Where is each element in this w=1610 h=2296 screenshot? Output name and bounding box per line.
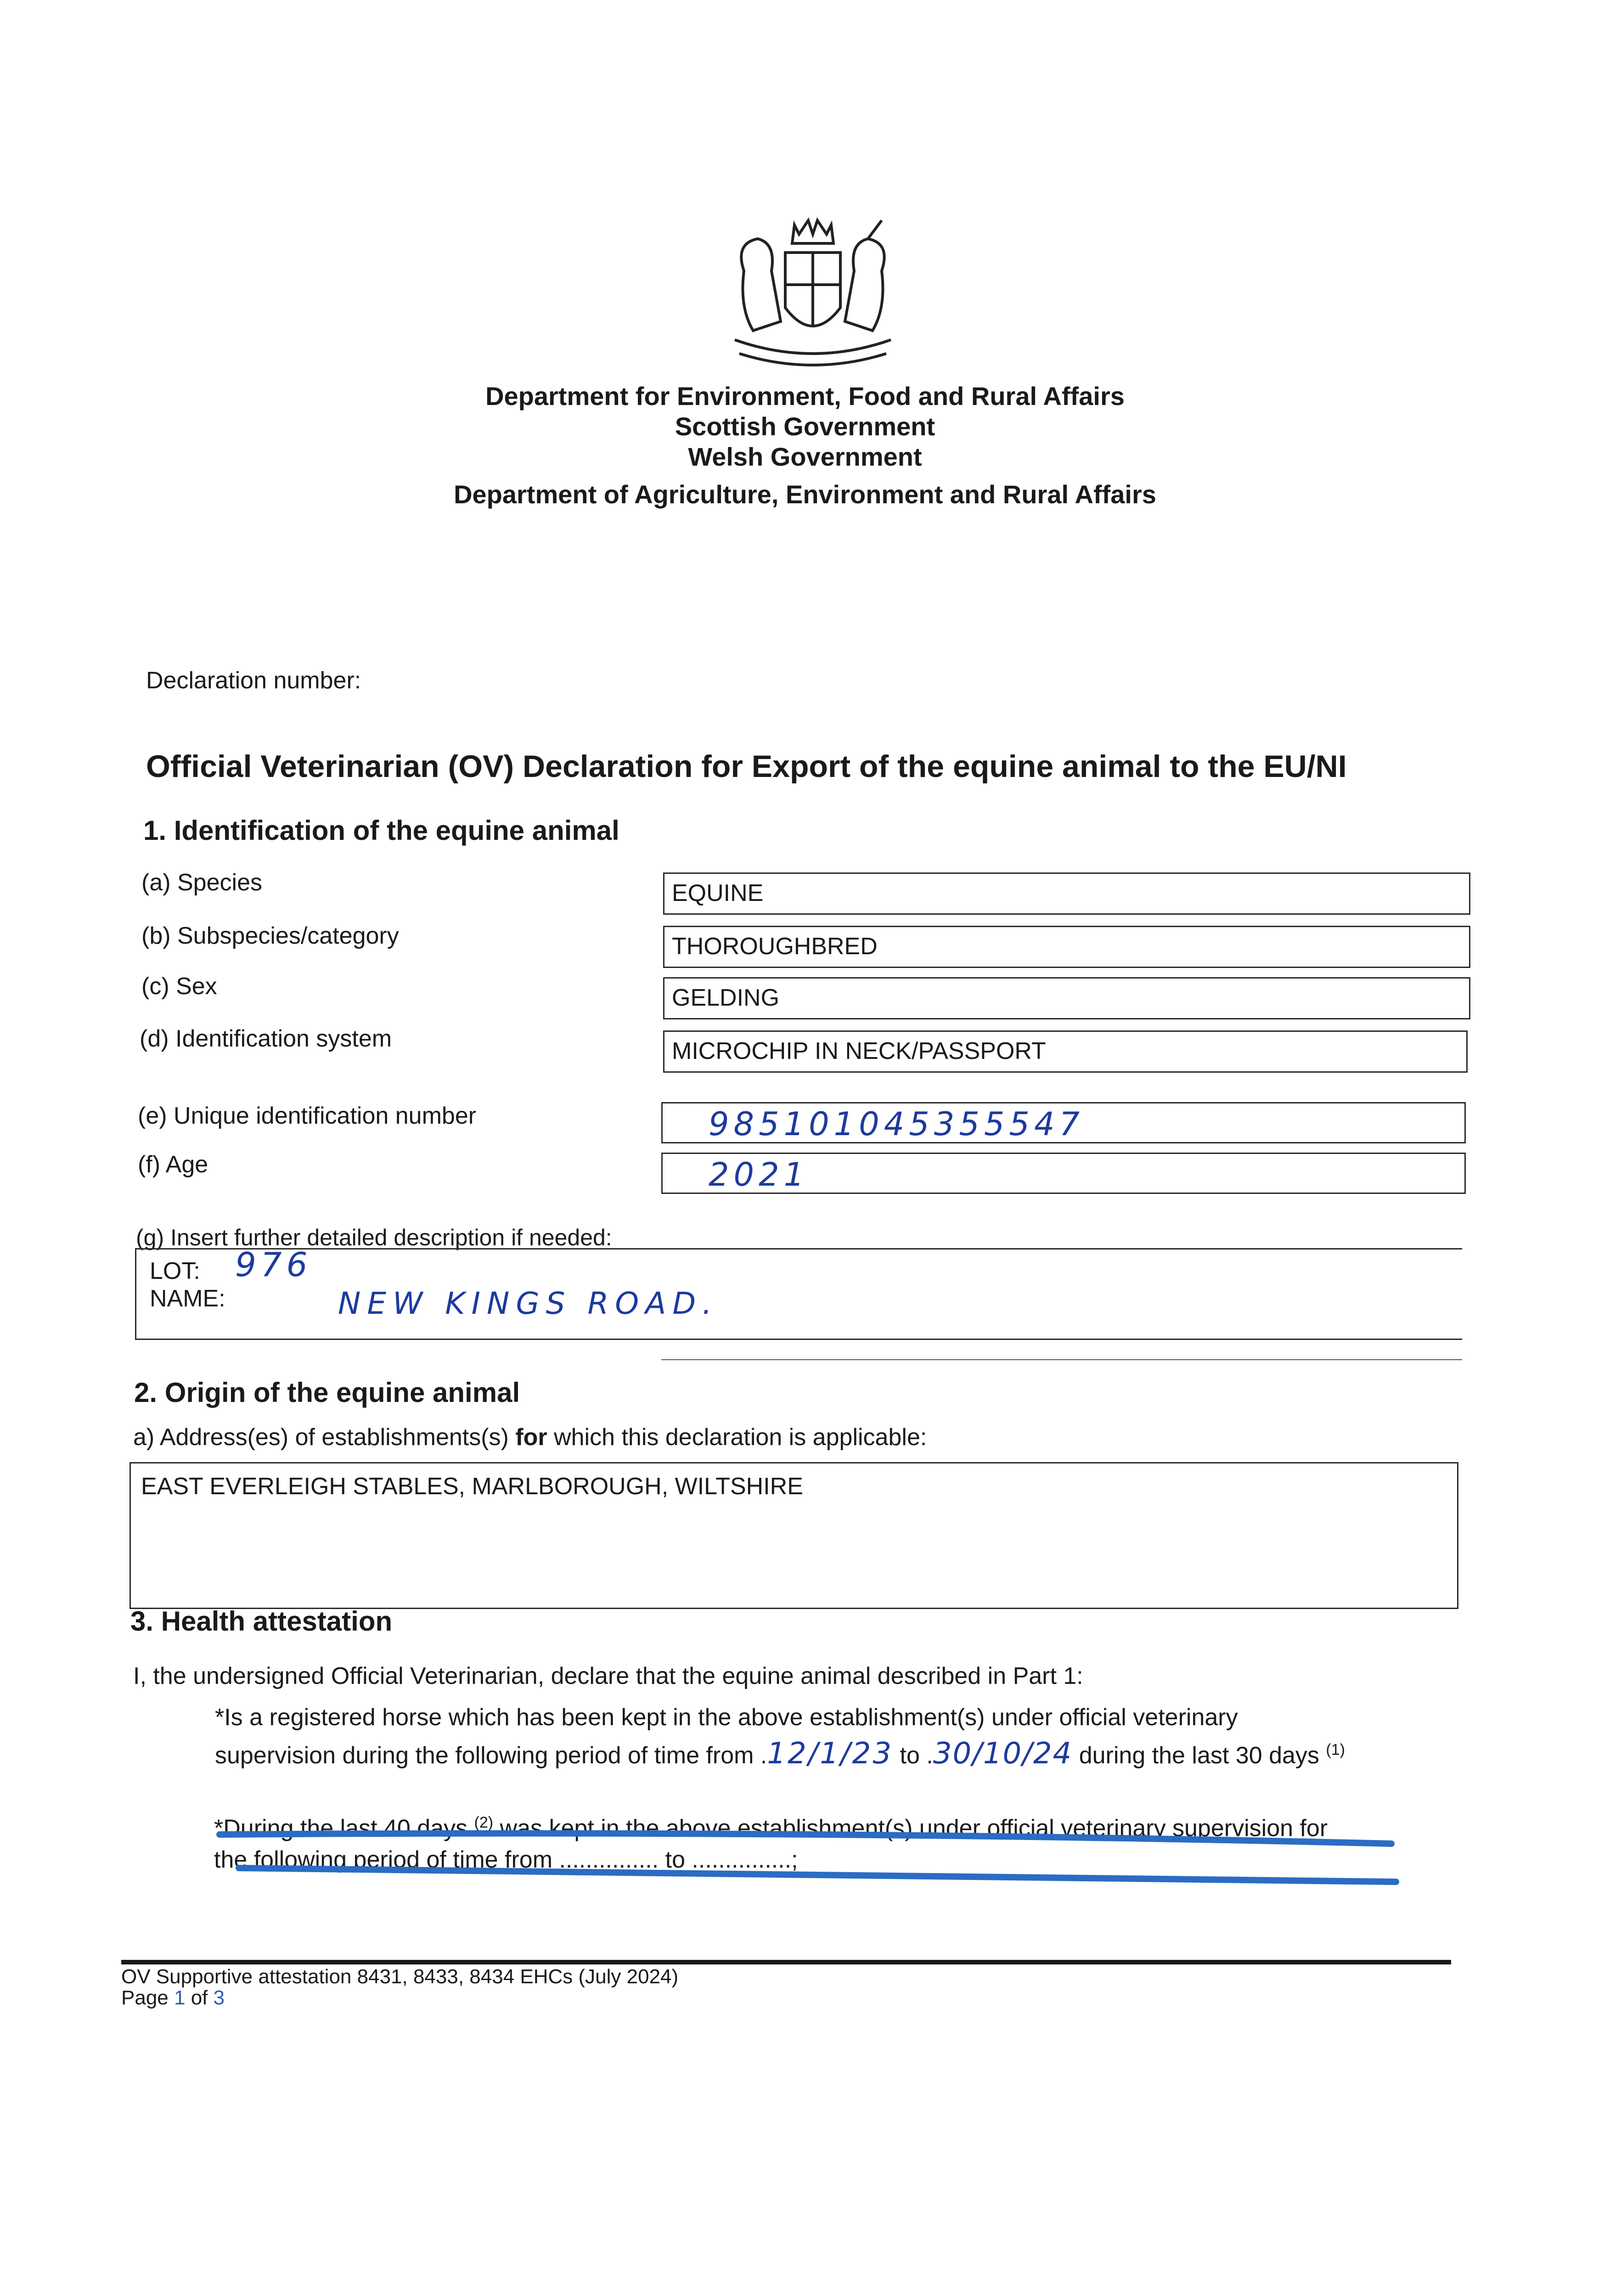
attestation-para-1-line-2: supervision during the following period of time from .12/1/23 to .30/10/24 during the last 30 days $^{(1)}$ [215,1737,1345,1771]
species-label: (a) Species [141,869,262,896]
department-name: Department of Agriculture, Environment and Rural Affairs [454,480,1156,509]
attestation-para-2-line-1: *During the last 40 days $^{(2)}$ was kept in the above establishment(s) under official veterinary supervision for [214,1814,1328,1842]
date-to: 30/10/24 [933,1737,1073,1771]
unique-id-field[interactable] [661,1102,1466,1143]
species-value: EQUINE [672,880,764,906]
address-field[interactable] [129,1462,1458,1609]
subspecies-value: THOROUGHBRED [672,933,878,960]
lot-label: LOT: [150,1258,200,1284]
date-from: 12/1/23 [767,1737,894,1771]
section-3-heading: 3. Health attestation [130,1606,393,1637]
subspecies-label: (b) Subspecies/category [141,923,399,949]
department-name: Welsh Government [688,442,922,471]
section-1-heading: 1. Identification of the equine animal [143,815,619,846]
page-title: Official Veterinarian (OV) Declaration for Export of the equine animal to the EU/NI [146,749,1347,784]
sex-label: (c) Sex [141,973,217,1000]
department-name: Scottish Government [675,412,935,441]
sex-field[interactable] [663,977,1470,1019]
sex-value: GELDING [672,985,780,1011]
address-value: EAST EVERLEIGH STABLES, MARLBOROUGH, WILTSHIRE [141,1473,803,1500]
subspecies-field[interactable] [663,926,1470,968]
age-value: 2021 [709,1156,809,1193]
age-label: (f) Age [138,1151,208,1178]
lot-value: 976 [235,1245,312,1284]
page-number: Page 1 of 3 [121,1986,225,2009]
royal-coat-of-arms-icon [716,216,909,377]
declaration-number-label: Declaration number: [146,667,361,694]
divider [661,1359,1462,1360]
further-description-label: (g) Insert further detailed description if needed: [136,1225,612,1250]
identification-system-field[interactable] [663,1030,1468,1073]
unique-id-value: 985101045355547 [709,1105,1085,1143]
attestation-para-1-line-1: *Is a registered horse which has been kept in the above establishment(s) under official veterinary [215,1704,1238,1731]
attestation-intro: I, the undersigned Official Veterinarian, declare that the equine animal described in Part 1: [133,1663,1083,1689]
footer-rule [121,1960,1451,1964]
name-label: NAME: [150,1285,225,1312]
section-2-heading: 2. Origin of the equine animal [134,1377,520,1408]
attestation-para-2-line-2: the following period of time from ............... to ...............; [214,1846,798,1873]
identification-system-label: (d) Identification system [140,1025,392,1052]
species-field[interactable] [663,872,1470,915]
unique-id-label: (e) Unique identification number [138,1103,477,1129]
identification-system-value: MICROCHIP IN NECK/PASSPORT [672,1038,1046,1064]
department-name: Department for Environment, Food and Rural Affairs [485,382,1125,411]
footer-attestation: OV Supportive attestation 8431, 8433, 8434 EHCs (July 2024) [121,1965,679,1988]
further-description-field[interactable] [135,1248,1462,1340]
name-value: NEW KINGS ROAD. [338,1286,719,1321]
address-label: a) Address(es) of establishments(s) for which this declaration is applicable: [133,1424,927,1451]
age-field[interactable] [661,1153,1466,1194]
